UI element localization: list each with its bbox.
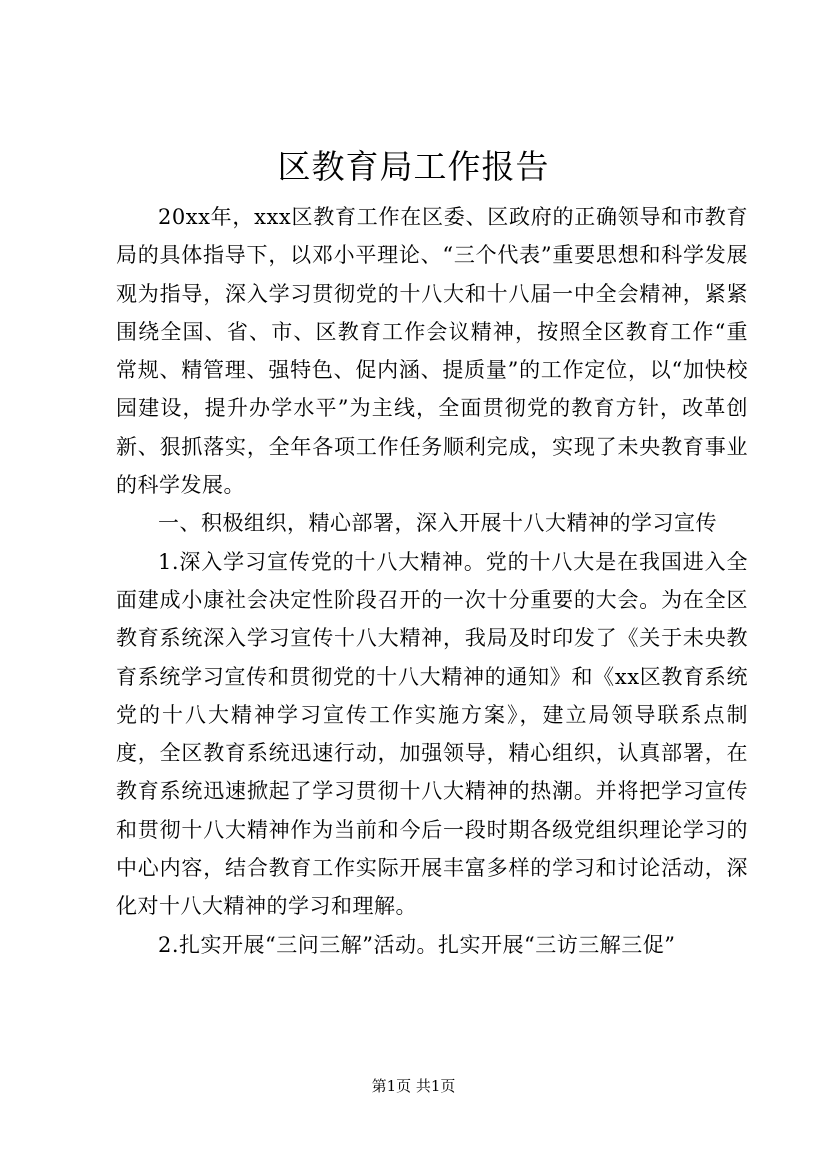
page-footer: 第1页 共1页 <box>371 1077 456 1095</box>
list-item-paragraph: 1.深入学习宣传党的十八大精神。党的十八大是在我国进入全面建成小康社会决定性阶段召开的一次十分重要的大会。为在全区教育系统深入学习宣传十八大精神，我局及时印发了《关于未央教育系统学习宣传和贯彻党的十八大精神的通知》和《xx区教育系统党的十八大精神学习宣传工作实施方案》，建立局领导联系点制度，全区教育系统迅速行动，加强领导，精心组织，认真部署，在教育系统迅速掀起了学习贯彻十八大精神的热潮。并将把学习宣传和贯彻十八大精神作为当前和今后一段时期各级党组织理论学习的中心内容，结合教育工作实际开展丰富多样的学习和讨论活动，深化对十八大精神的学习和理解。 <box>116 549 748 919</box>
section-heading: 一、积极组织，精心部署，深入开展十八大精神的学习宣传 <box>158 511 717 536</box>
document-body <box>116 198 748 964</box>
document-title: 区教育局工作报告 <box>277 147 550 186</box>
intro-paragraph: 20xx年，xxx区教育工作在区委、区政府的正确领导和市教育局的具体指导下，以邓小平理论、“三个代表”重要思想和科学发展观为指导，深入学习贯彻党的十八大和十八届一中全会精神，紧紧围绕全国、省、市、区教育工作会议精神，按照全区教育工作“重常规、精管理、强特色、促内涵、提质量”的工作定位，以“加快校园建设，提升办学水平”为主线，全面贯彻党的教育方针，改革创新、狠抓落实，全年各项工作任务顺利完成，实现了未央教育事业的科学发展。 <box>116 205 748 498</box>
list-item-paragraph: 2.扎实开展“三问三解”活动。扎实开展“三访三解三促” <box>158 932 676 957</box>
